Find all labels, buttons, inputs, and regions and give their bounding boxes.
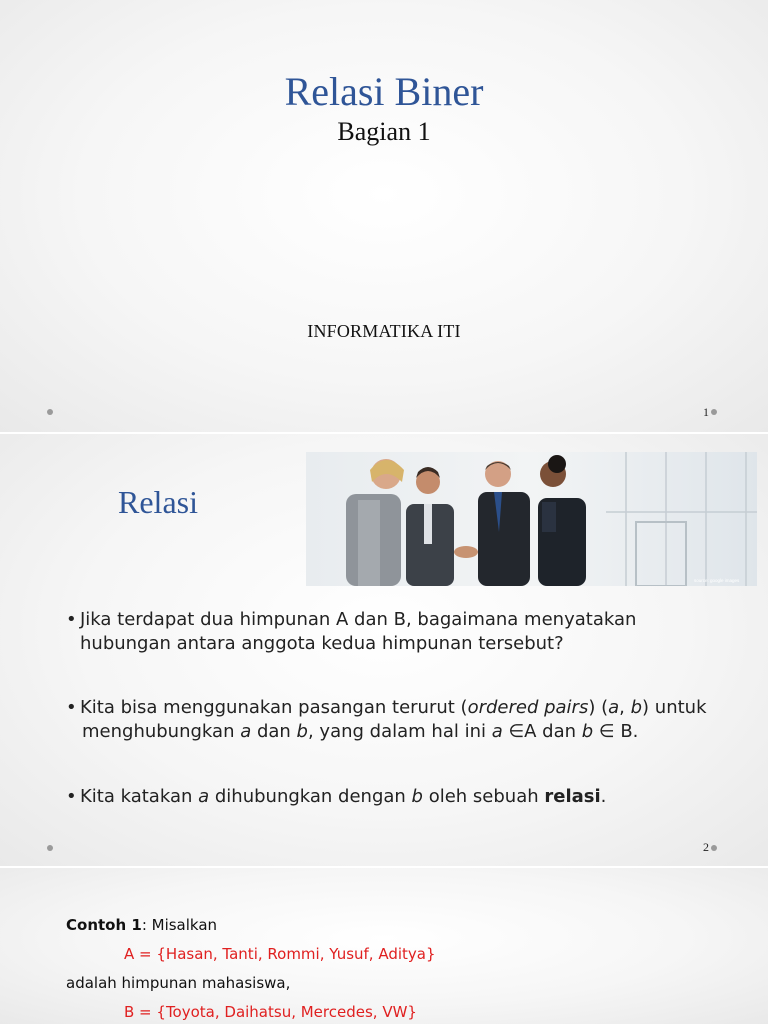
- bullet-bold: relasi: [544, 786, 601, 807]
- bullet-text: , yang dalam hal ini: [307, 721, 492, 742]
- page-number: 2: [703, 840, 709, 854]
- bullet-italic: b: [411, 786, 423, 807]
- bullet-text: ,: [619, 697, 631, 718]
- bullet-text: ∈A dan: [502, 721, 582, 742]
- bullet-text: menghubungkan: [82, 721, 241, 742]
- set-b-definition: B = {Toyota, Daihatsu, Mercedes, VW}: [124, 1003, 417, 1021]
- bullet-text: ) untuk: [642, 697, 707, 718]
- slide-subtitle: Bagian 1: [337, 117, 431, 146]
- bullet-italic: b: [630, 697, 643, 718]
- bullet-item-3: [66, 785, 720, 809]
- page-number: 1: [703, 405, 709, 419]
- slide-title: Relasi Biner: [284, 69, 484, 114]
- bullet-italic: ordered pairs: [467, 697, 589, 718]
- bullet-text: oleh sebuah: [422, 786, 545, 807]
- left-dot-decoration: [47, 845, 53, 851]
- bullet-text: hubungan antara anggota kedua himpunan tersebut?: [80, 633, 564, 654]
- slide-1: [0, 0, 768, 432]
- bullet-italic: a: [240, 721, 252, 742]
- bullet-dot: •: [66, 609, 77, 630]
- example-heading: [66, 916, 217, 934]
- bullet-text: Kita katakan: [80, 786, 199, 807]
- bullet-text: Kita bisa menggunakan pasangan terurut (: [80, 697, 468, 718]
- bullet-italic: b: [296, 721, 308, 742]
- slide-title-relasi: Relasi: [118, 484, 198, 520]
- bullet-italic: b: [581, 721, 594, 742]
- set-a-definition: A = {Hasan, Tanti, Rommi, Yusuf, Aditya}: [124, 945, 436, 963]
- bullet-text: Jika terdapat dua himpunan A dan B, bagaimana menyatakan: [80, 609, 637, 630]
- bullet-dot: •: [66, 786, 77, 807]
- bullet-italic: a: [491, 721, 503, 742]
- right-dot-decoration: [711, 845, 717, 851]
- image-credit: source: google images: [694, 578, 740, 583]
- bullet-text: dan: [251, 721, 297, 742]
- business-handshake-photo: [306, 452, 757, 586]
- bullet-item-2: [66, 696, 720, 744]
- bullet-dot: •: [66, 697, 77, 718]
- bullet-text: ∈ B.: [593, 721, 639, 742]
- bullet-text: .: [600, 786, 607, 807]
- right-dot-decoration: [711, 409, 717, 415]
- bullet-text: ) (: [588, 697, 609, 718]
- example-label: Contoh 1: [66, 916, 142, 934]
- set-a-description: adalah himpunan mahasiswa,: [66, 974, 291, 992]
- bullet-italic: a: [198, 786, 210, 807]
- bullet-text: dihubungkan dengan: [209, 786, 412, 807]
- left-dot-decoration: [47, 409, 53, 415]
- bullet-item-1: [66, 608, 720, 656]
- organization-label: INFORMATIKA ITI: [307, 321, 461, 341]
- bullet-italic: a: [608, 697, 620, 718]
- example-intro: : Misalkan: [141, 916, 218, 934]
